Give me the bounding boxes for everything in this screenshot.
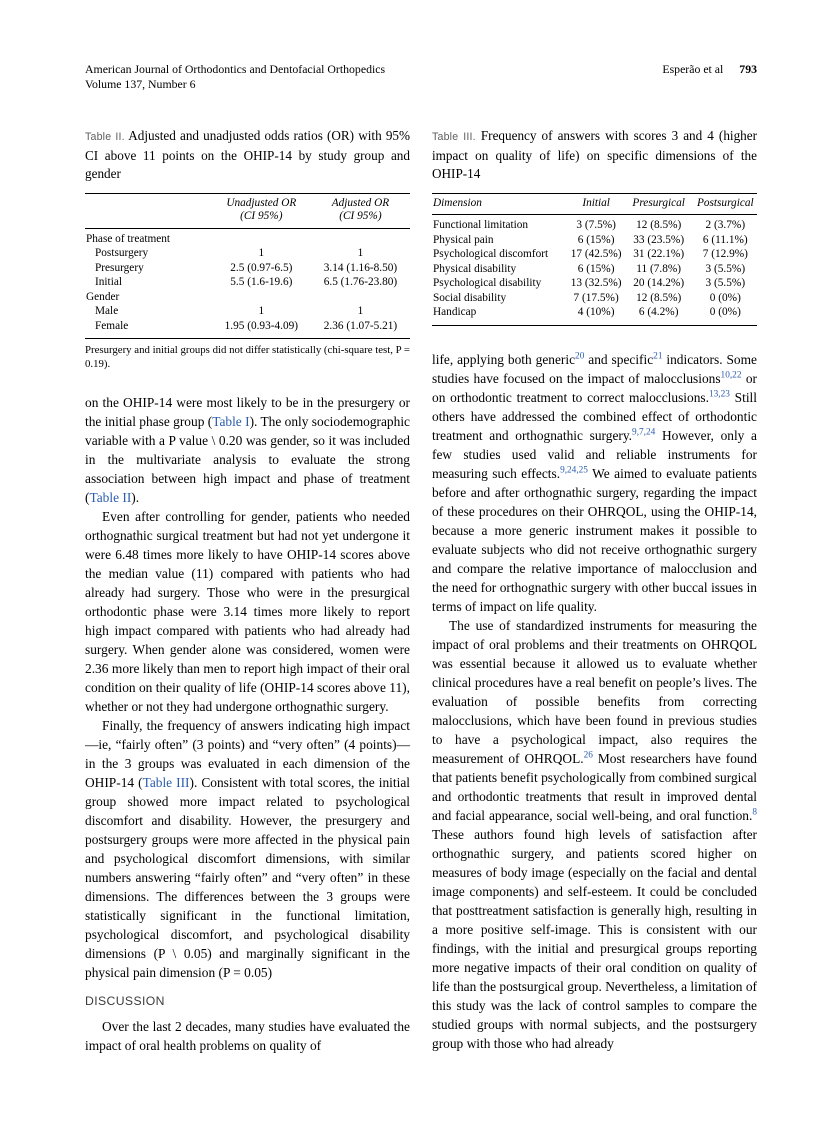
cell-value: 7 (17.5%) [573, 291, 619, 304]
table-row [85, 290, 410, 305]
table3-caption [432, 127, 757, 184]
journal-info [85, 62, 385, 91]
row-label: Female [95, 319, 129, 332]
table-row [85, 247, 410, 262]
journal-issue: Volume 137, Number 6 [85, 76, 196, 91]
cell-value: 1 [357, 247, 364, 259]
cell-value: 33 (23.5%) [633, 233, 685, 246]
paragraph [85, 393, 410, 507]
text-run: indicators. Some studies have focused on the impact of malocclusions [432, 351, 757, 386]
cell-value: 2.36 (1.07-5.21) [323, 319, 398, 332]
text-run: Most researchers have found that patients benefit psychologically from combined surgical and orthodontic treatments that result in improved dental and facial appearance, social well-being, and oral function. [432, 750, 757, 823]
table-col-header: Postsurgical [694, 193, 757, 215]
reference-superscript[interactable]: 8 [752, 807, 757, 818]
text-run: ). The only sociodemographic variable with a P value \ 0.20 was gender, so it was included in the multivariate analysis to evaluate the strong association between high impact and phase of treatment ( [85, 414, 410, 505]
table3-caption-text: Frequency of answers with scores 3 and 4 (higher impact on quality of life) on specific dimensions of the OHIP-14 [432, 128, 758, 181]
cell-value: 13 (32.5%) [570, 277, 622, 289]
table-row [85, 305, 410, 320]
cell-value: 0 (0%) [709, 291, 741, 304]
frequency-table [432, 193, 757, 326]
row-label: Postsurgery [95, 247, 149, 259]
cell-value [311, 290, 410, 305]
reference-superscript[interactable]: 9,24,25 [560, 465, 588, 476]
page-content [85, 62, 757, 1055]
odds-ratio-table [85, 193, 410, 340]
row-label: Psychological disability [433, 277, 542, 289]
text-run: Over the last 2 decades, many studies have evaluated the impact of oral health problems on quality of [85, 1019, 410, 1053]
cell-value: 7 (12.9%) [702, 248, 748, 260]
paragraph [85, 1017, 410, 1055]
cell-value: 6.5 (1.76-23.80) [323, 276, 398, 288]
table2-caption [85, 127, 410, 184]
cell-value: 6 (4.2%) [638, 306, 679, 318]
paragraph [432, 616, 757, 1053]
row-label: Psychological discomfort [433, 248, 549, 260]
page-header [85, 62, 757, 91]
table2-footnote: Presurgery and initial groups did not differ statistically (chi-square test, P = 0.19). [85, 344, 410, 370]
cell-value: 17 (42.5%) [570, 248, 622, 260]
text-run: However, only a few studies used valid and reliable instruments for measuring such effects. [432, 427, 758, 481]
table-row [85, 261, 410, 276]
cell-value: 3.14 (1.16-8.50) [323, 261, 398, 274]
text-run: Finally, the frequency of answers indicating high impact—ie, “fairly often” (3 points) and “very often” (4 points)—in the 3 groups was evaluated in each dimension of the OHIP-14 ( [85, 718, 410, 790]
reference-superscript[interactable]: 20 [575, 351, 585, 362]
cell-value: 12 (8.5%) [636, 291, 682, 304]
left-column [85, 127, 410, 1055]
text-run: ). Consistent with total scores, the initial group showed more impact related to psychological discomfort and disability. However, the presurgery and postsurgery groups were more affected in the physical pain and psychological discomfort dimensions, with similar numbers answering “fairly often” and “very often” in these dimensions. The differences between the 3 groups were statistically significant in the functional limitation, psychological discomfort, and psychological disability dimensions (P \ 0.05) and marginally significant in the physical pain dimension (P = 0.05) [85, 775, 410, 980]
cell-value: 6 (11.1%) [702, 233, 748, 246]
table-col-header [85, 193, 212, 228]
table-crossref-link[interactable]: Table I [212, 414, 250, 429]
table-row [432, 262, 757, 277]
cell-value: 1 [258, 305, 265, 317]
cell-value: 31 (22.1%) [633, 248, 685, 260]
text-run: We aimed to evaluate patients before and after orthognathic surgery, regarding the impact of these procedures on their OHRQOL, using the OHIP-14, because a more generic instrument makes it possible to evaluate subjects who did not receive orthognathic surgery and compare the relative importance of malocclusion and the need for orthognathic surgery with other buccal issues in terms of impact on life quality. [432, 465, 757, 614]
journal-title: American Journal of Orthodontics and Dentofacial Orthopedics [85, 62, 386, 76]
cell-value: 12 (8.5%) [636, 219, 682, 231]
reference-superscript[interactable]: 21 [653, 351, 663, 362]
table-row [85, 319, 410, 339]
table-col-header: Adjusted OR (CI 95%) [311, 193, 410, 228]
row-label: Handicap [433, 306, 477, 318]
cell-value: 3 (5.5%) [705, 262, 746, 275]
discussion-heading: DISCUSSION [85, 994, 165, 1008]
paragraph [85, 716, 410, 982]
text-run: or on orthodontic treatment to correct malocclusions. [432, 370, 757, 405]
table-row [432, 306, 757, 326]
text-run: Even after controlling for gender, patients who needed orthognathic surgical treatment but had not yet undergone it were 6.48 times more likely to have OHIP-14 scores above the median value (11) compared with patients who had already had surgery. Those who were in the presurgical orthodontic phase were 3.14 times more likely to report high impact compared with patients who had already had surgery. When gender alone was considered, women were 2.36 more likely than men to report high impact of their oral condition on their quality of life (OHIP-14 scores above 11), whether or not they had undergone orthognathic surgery. [85, 509, 410, 714]
running-head [662, 62, 757, 77]
reference-superscript[interactable]: 13,23 [708, 389, 730, 400]
table-row [85, 228, 410, 247]
table-row [432, 248, 757, 263]
table-crossref-link[interactable]: Table II [89, 490, 132, 505]
cell-value: 2 (3.7%) [705, 219, 746, 231]
row-label: Phase of treatment [86, 232, 171, 245]
text-run: The use of standardized instruments for measuring the impact of oral problems and their treatments on OHRQOL was essential because it allowed us to evaluate whether clinical procedures have a real benefit on people’s lives. The evaluation of possible benefits from correcting malocclusions, which have been found in previous studies to have a psychological impact, also requires the measurement of OHRQOL. [432, 617, 757, 766]
text-run: These authors found high levels of satisfaction after orthognathic surgery, and patients scored higher on measures of body image (especially on the facial and dental image components) and self-esteem. It could be concluded that posttreatment satisfaction is generally high, resulting in a more positive self-image. This is consistent with our findings, with the initial and presurgical groups reporting more negative impacts of their oral condition on quality of life than the postsurgical group. Nevertheless, a limitation of this study was the lack of control samples to compare the studied groups with normal subjects, and the postsurgery group with those who had already [432, 826, 757, 1051]
table-row [432, 233, 757, 248]
table-crossref-link[interactable]: Table III [142, 775, 190, 790]
row-label: Gender [86, 290, 120, 303]
cell-value: 5.5 (1.6-19.6) [230, 276, 293, 288]
cell-value: 1 [258, 247, 265, 259]
row-label: Initial [95, 276, 122, 288]
text-run: ). [131, 490, 140, 505]
row-label: Presurgery [95, 261, 144, 274]
cell-value: 1 [357, 305, 364, 317]
text-run: and specific [584, 351, 654, 367]
table2-caption-text: Adjusted and unadjusted odds ratios (OR) with 95% CI above 11 points on the OHIP-14 by study group and gender [85, 128, 410, 181]
cell-value: 11 (7.8%) [636, 262, 682, 275]
cell-value: 20 (14.2%) [633, 277, 685, 289]
table3-label: Table III. [432, 131, 476, 143]
cell-value [311, 228, 410, 247]
text-run: life, applying both generic [432, 351, 576, 367]
cell-value: 4 (10%) [577, 306, 615, 318]
paragraph [85, 507, 410, 716]
text-run: Still others have addressed the combined effect of orthodontic treatment and orthognathic surgery. [432, 389, 757, 443]
table-row [432, 277, 757, 292]
table-col-header: Unadjusted OR (CI 95%) [212, 193, 311, 228]
cell-value: 3 (5.5%) [705, 277, 746, 289]
cell-value: 1.95 (0.93-4.09) [224, 319, 299, 332]
reference-superscript[interactable]: 10,22 [720, 370, 742, 381]
two-column-layout [85, 127, 757, 1055]
table2-label: Table II. [85, 131, 125, 143]
reference-superscript[interactable]: 9,7,24 [632, 427, 656, 438]
reference-superscript[interactable]: 26 [583, 750, 593, 761]
data-table [432, 193, 757, 326]
cell-value: 6 (15%) [577, 233, 615, 246]
row-label: Physical pain [433, 233, 494, 246]
running-head-author: Esperão et al [662, 62, 724, 76]
text-run: on the OHIP-14 were most likely to be in the presurgery or the initial phase group ( [85, 395, 410, 429]
table-row [432, 215, 757, 234]
table-col-header: Initial [569, 193, 624, 215]
cell-value: 6 (15%) [577, 262, 615, 275]
table-col-header: Dimension [432, 193, 569, 215]
table-row [85, 276, 410, 291]
cell-value: 3 (7.5%) [576, 219, 616, 231]
table-col-header: Presurgical [624, 193, 694, 215]
row-label: Male [95, 305, 119, 317]
table-header-row [85, 193, 410, 228]
table-row [432, 291, 757, 306]
data-table [85, 193, 410, 340]
cell-value [212, 228, 311, 247]
page-number: 793 [739, 62, 757, 76]
right-column [432, 127, 757, 1055]
row-label: Social disability [433, 291, 507, 304]
cell-value [212, 290, 311, 305]
cell-value: 0 (0%) [709, 306, 741, 318]
paragraph [432, 350, 757, 616]
cell-value: 2.5 (0.97-6.5) [230, 261, 293, 274]
row-label: Physical disability [433, 262, 517, 275]
table-header-row [432, 193, 757, 215]
row-label: Functional limitation [433, 219, 529, 231]
